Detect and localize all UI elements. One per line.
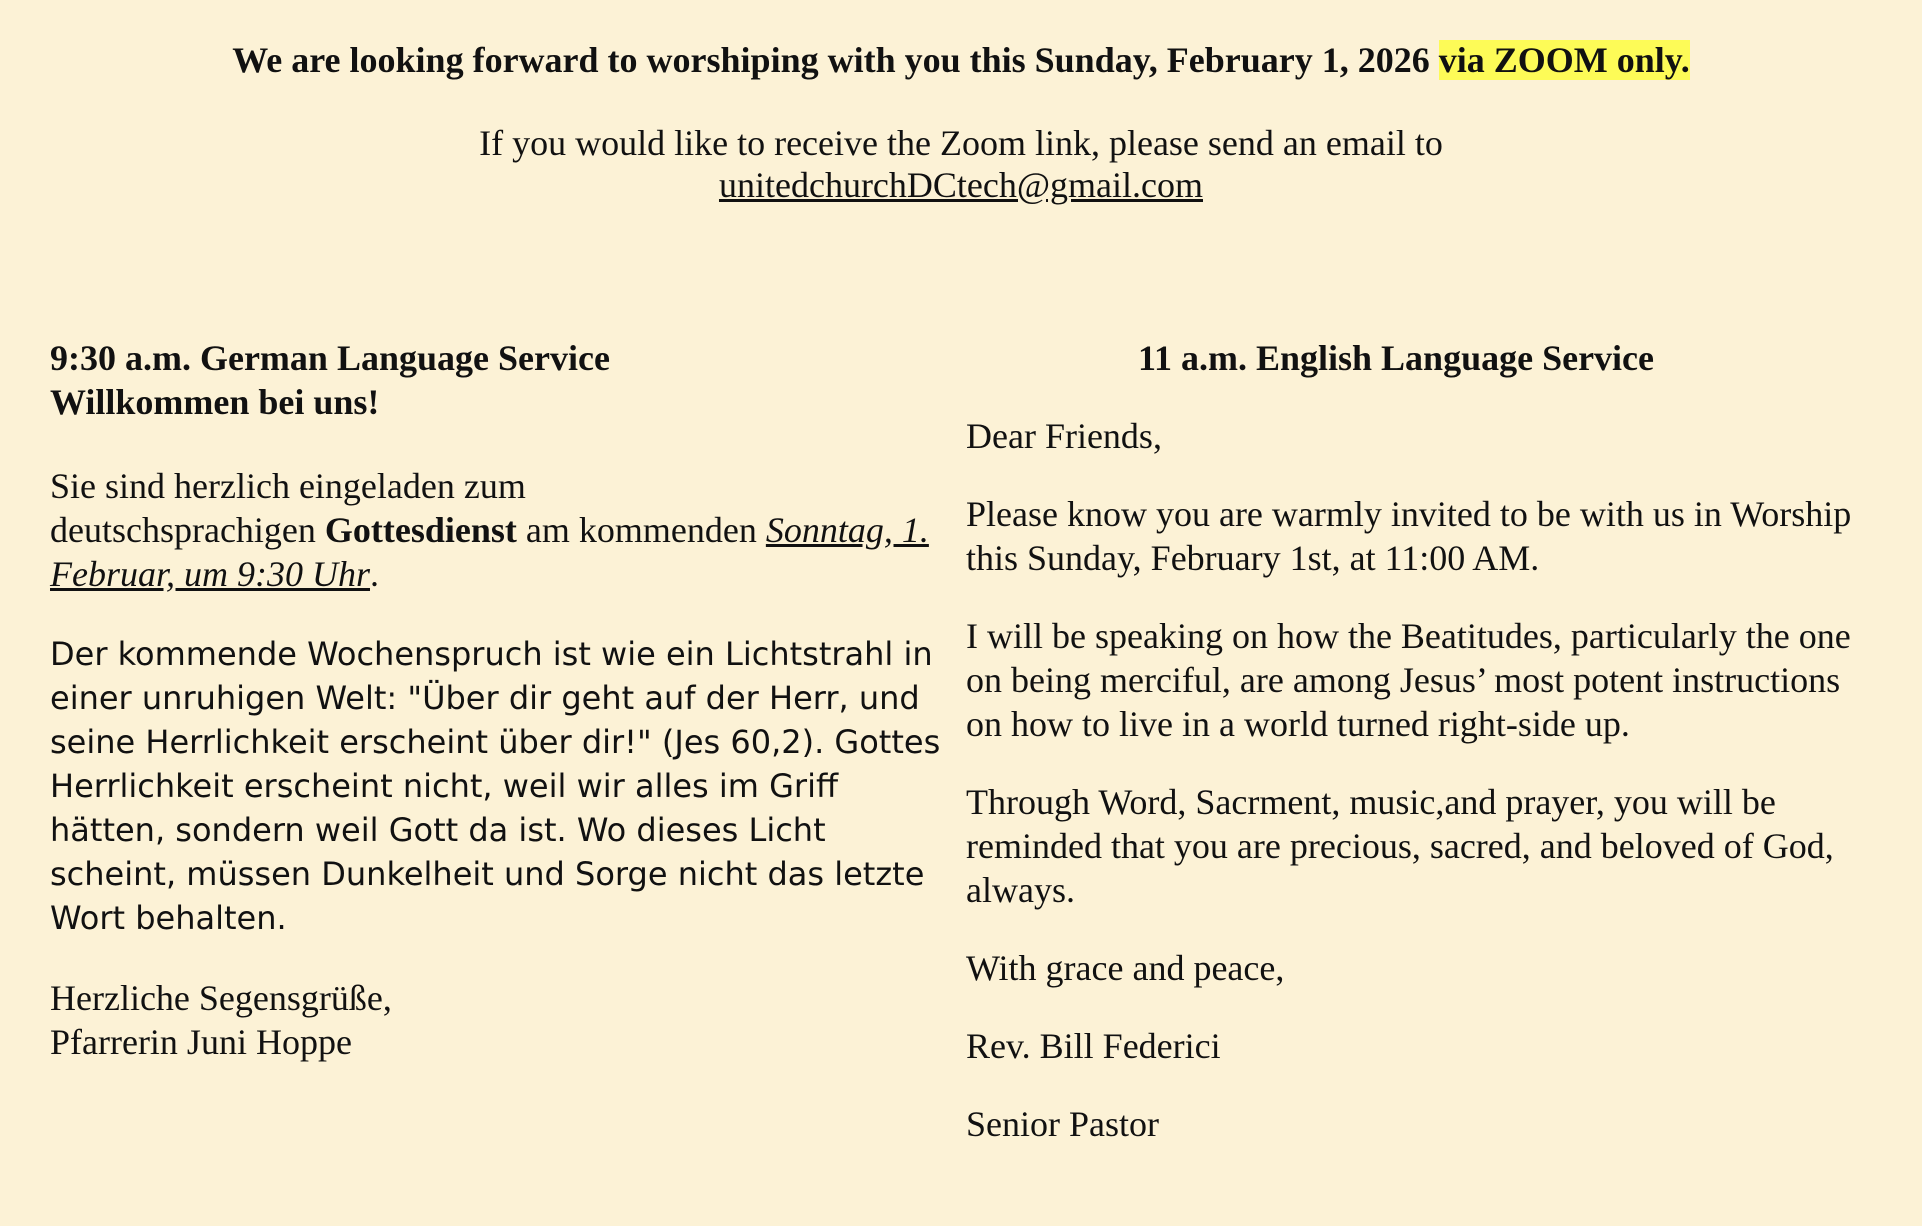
german-invite-middle: am kommenden xyxy=(525,510,757,550)
german-invite-bold: Gottesdienst xyxy=(324,510,517,550)
zoom-link-request xyxy=(0,122,1922,206)
zoom-request-text: If you would like to receive the Zoom link, please send an email to xyxy=(479,123,1443,163)
german-service-heading xyxy=(50,336,960,424)
german-closing: Herzliche Segensgrüße, xyxy=(50,978,392,1018)
german-invite-end: . xyxy=(370,554,379,594)
english-invitation: Please know you are warmly invited to be with us in Worship this Sunday, February 1st, at 11:00 AM. xyxy=(966,494,1852,578)
email-link[interactable]: unitedchurchDCtech@gmail.com xyxy=(718,165,1203,205)
english-service-heading: 11 a.m. English Language Service xyxy=(1137,338,1655,378)
german-invite-line1: Sie sind herzlich eingeladen zum xyxy=(50,466,526,506)
german-welcome-text: Willkommen bei uns! xyxy=(50,382,380,422)
german-heading-text: 9:30 a.m. German Language Service xyxy=(50,338,610,378)
english-sermon-note: I will be speaking on how the Beatitudes, particularly the one on being merciful, are among Jesus’ most potent instructions on how to live in a world turned right-side up. xyxy=(966,616,1851,744)
headline-highlight: via ZOOM only. xyxy=(1438,40,1690,80)
announcement-header xyxy=(0,36,1922,206)
german-invite-prefix: deutschsprachigen xyxy=(50,510,316,550)
english-closing: With grace and peace, xyxy=(966,948,1285,988)
headline-text: We are looking forward to worshiping with you this Sunday, February 1, 2026 xyxy=(232,40,1430,80)
announcement-headline xyxy=(0,36,1922,84)
english-greeting: Dear Friends, xyxy=(966,416,1162,456)
german-message: Der kommende Wochenspruch ist wie ein Lichtstrahl in einer unruhigen Welt: "Über dir geht auf der Herr, und seine Herrlichkeit erscheint über dir!" (Jes 60,2). Gottes Herrlichkeit erscheint nicht, weil wir alles im Griff hätten, sondern weil Gott da ist. Wo dieses Licht scheint, müssen Dunkelheit und Sorge nicht das letzte Wort behalten. xyxy=(50,635,941,937)
german-service-date: Sonntag, 1. Februar, um 9:30 Uhr xyxy=(50,510,929,594)
german-signoff xyxy=(50,976,960,1064)
english-signature: Rev. Bill Federici xyxy=(966,1026,1221,1066)
german-service-column xyxy=(50,336,960,1064)
german-invitation xyxy=(50,464,960,596)
english-pastor-title: Senior Pastor xyxy=(966,1104,1159,1144)
german-signature: Pfarrerin Juni Hoppe xyxy=(50,1022,352,1062)
english-service-column xyxy=(966,336,1866,1146)
english-reminder: Through Word, Sacrment, music,and prayer, you will be reminded that you are precious, sacred, and beloved of God, always. xyxy=(966,782,1834,910)
